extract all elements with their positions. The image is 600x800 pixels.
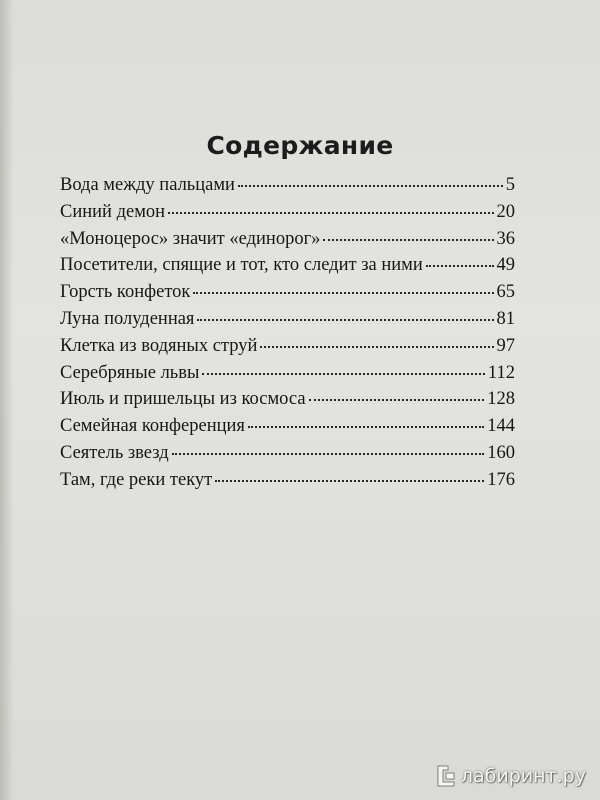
toc-entry-title: Горсть конфеток xyxy=(60,282,191,303)
toc-dot-leader xyxy=(426,265,494,267)
toc-entry-page: 176 xyxy=(487,469,515,490)
toc-entry-page: 160 xyxy=(487,442,515,463)
labirint-logo-icon xyxy=(435,764,457,788)
toc-entry xyxy=(60,309,515,336)
toc-entry-title: Вода между пальцами xyxy=(60,175,235,195)
toc-entry-title: Сеятель звезд xyxy=(60,442,169,463)
toc-entry xyxy=(60,255,515,282)
toc-entry xyxy=(60,175,515,202)
toc-entry-title: Клетка из водяных струй xyxy=(60,335,258,356)
toc-entry-page: 36 xyxy=(496,228,515,249)
toc-entry xyxy=(60,416,515,443)
page-title: Содержание xyxy=(206,130,394,160)
toc-entry-title: Посетители, спящие и тот, кто следит за ними xyxy=(60,255,423,276)
toc-entry-page: 81 xyxy=(496,308,515,329)
toc-entry-page: 97 xyxy=(496,335,515,356)
toc-entry xyxy=(60,363,515,390)
table-of-contents xyxy=(60,175,515,497)
toc-entry-title: Серебряные львы xyxy=(60,362,200,383)
toc-entry-title: Луна полуденная xyxy=(60,308,195,329)
toc-entry xyxy=(60,336,515,363)
toc-entry-title: Там, где реки текут xyxy=(60,469,213,490)
toc-entry-page: 5 xyxy=(505,175,515,195)
toc-entry-title: Июль и пришельцы из космоса xyxy=(60,389,306,410)
toc-entry xyxy=(60,470,515,497)
toc-entry-page: 20 xyxy=(496,201,515,222)
toc-entry-title: «Моноцерос» значит «единорог» xyxy=(60,228,321,249)
toc-dot-leader xyxy=(260,346,493,348)
toc-dot-leader xyxy=(323,239,493,241)
toc-entry xyxy=(60,443,515,470)
toc-entry-page: 112 xyxy=(487,362,515,383)
toc-entry-page: 144 xyxy=(487,416,515,437)
toc-entry xyxy=(60,229,515,256)
toc-dot-leader xyxy=(172,453,485,455)
toc-entry xyxy=(60,282,515,309)
toc-entry-title: Семейная конференция xyxy=(60,416,245,437)
toc-dot-leader xyxy=(248,426,484,428)
toc-dot-leader xyxy=(193,292,493,294)
toc-dot-leader xyxy=(197,319,493,321)
toc-dot-leader xyxy=(238,185,503,187)
toc-entry-page: 49 xyxy=(496,255,515,276)
toc-dot-leader xyxy=(309,399,485,401)
watermark-text: лабиринт.ру xyxy=(460,765,586,787)
toc-dot-leader xyxy=(215,480,484,482)
page-gutter-shadow xyxy=(0,0,14,800)
toc-entry-page: 65 xyxy=(496,282,515,303)
toc-dot-leader xyxy=(168,212,493,214)
toc-entry-page: 128 xyxy=(487,389,515,410)
toc-entry-title: Синий демон xyxy=(60,201,166,222)
watermark xyxy=(435,764,586,788)
toc-entry xyxy=(60,389,515,416)
toc-dot-leader xyxy=(202,373,485,375)
toc-entry xyxy=(60,202,515,229)
